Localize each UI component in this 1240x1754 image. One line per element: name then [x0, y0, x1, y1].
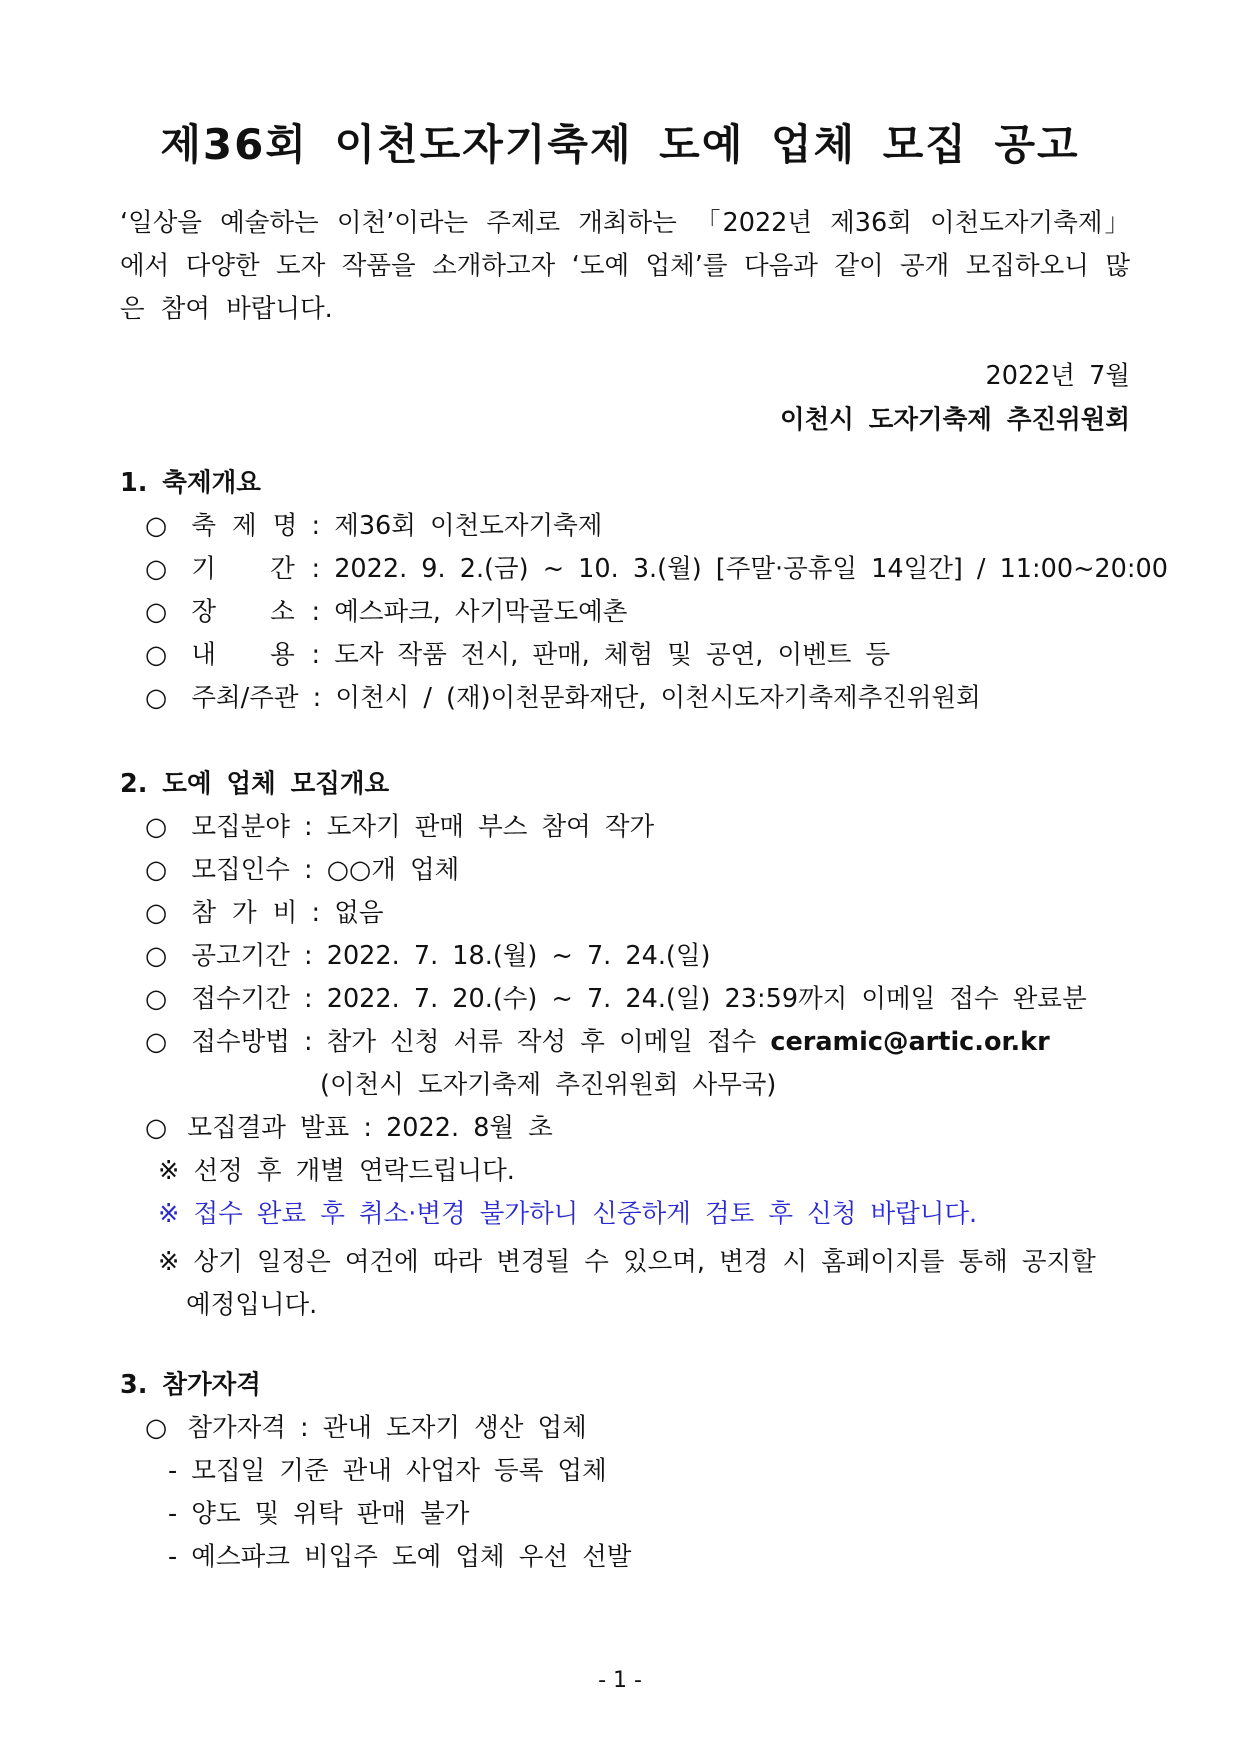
separator: : — [297, 597, 335, 627]
item-value: 없음 — [334, 898, 384, 928]
section2-item-notice-period — [145, 936, 710, 972]
item-label: 모집인수 — [191, 855, 290, 885]
note-no-cancel: ※ 접수 완료 후 취소·변경 불가하니 신중하게 검토 후 신청 바랍니다. — [158, 1199, 978, 1229]
item-label: 축 제 명 — [191, 511, 298, 541]
section2-item-method — [145, 1022, 1050, 1058]
circle-bullet: ○ — [145, 1113, 168, 1143]
item-value: 도자 작품 전시, 판매, 체험 및 공연, 이벤트 등 — [334, 640, 891, 670]
item-value: 2022. 7. 20.(수) ~ 7. 24.(일) 23:59까지 이메일 접수 완료분 — [326, 984, 1087, 1014]
section1-item-content — [145, 635, 890, 671]
page-number: - 1 - — [598, 1668, 642, 1693]
separator: : — [297, 898, 335, 928]
email-address: ceramic@artic.or.kr — [770, 1027, 1050, 1057]
section2-heading: 2. 도예 업체 모집개요 — [120, 769, 390, 799]
organization-name: 이천시 도자기축제 추진위원회 — [780, 405, 1130, 435]
circle-bullet: ○ — [145, 898, 168, 928]
separator: : — [289, 984, 327, 1014]
item-value: 2022. 7. 18.(월) ~ 7. 24.(일) — [326, 941, 711, 971]
note-schedule-change — [158, 1241, 1128, 1327]
section3-item-qualification — [145, 1408, 587, 1444]
circle-bullet: ○ — [145, 511, 168, 541]
section1-item-venue — [145, 592, 627, 628]
circle-bullet: ○ — [145, 855, 168, 885]
item-label: 기 간 — [191, 554, 295, 584]
section3-subitem: - 예스파크 비입주 도예 업체 우선 선발 — [168, 1542, 632, 1572]
section1-item-host — [145, 678, 981, 714]
item-label: 주최/주관 — [191, 683, 299, 713]
item-value: 제36회 이천도자기축제 — [334, 511, 603, 541]
separator: : — [289, 812, 327, 842]
section2-item-count — [145, 850, 459, 886]
note-contact: ※ 선정 후 개별 연락드립니다. — [158, 1156, 515, 1186]
method-office-note: (이천시 도자기축제 추진위원회 사무국) — [320, 1070, 777, 1100]
item-value: 도자기 판매 부스 참여 작가 — [326, 812, 655, 842]
section2-item-fee — [145, 893, 383, 929]
circle-bullet: ○ — [145, 1027, 168, 1057]
separator: : — [289, 941, 327, 971]
circle-bullet: ○ — [145, 640, 168, 670]
page-title: 제36회 이천도자기축제 도예 업체 모집 공고 — [160, 120, 1080, 169]
section1-item-period — [145, 549, 1168, 585]
circle-bullet: ○ — [145, 941, 168, 971]
separator: : — [289, 855, 327, 885]
item-label: 모집분야 — [191, 812, 290, 842]
separator: : — [298, 683, 336, 713]
section1-item-name — [145, 506, 602, 542]
circle-bullet: ○ — [145, 597, 168, 627]
circle-bullet: ○ — [145, 812, 168, 842]
item-value: 2022. 9. 2.(금) ~ 10. 3.(월) [주말·공휴일 14일간] / 11:00~20:00 — [334, 554, 1168, 584]
item-label: 접수방법 — [191, 1027, 290, 1057]
item-value: 예스파크, 사기막골도예촌 — [334, 597, 628, 627]
item-value: 참가 신청 서류 작성 후 이메일 접수 — [326, 1027, 771, 1057]
note-line: ※ 상기 일정은 여건에 따라 변경될 수 있으며, 변경 시 홈페이지를 통해 공지할 — [158, 1247, 1096, 1277]
separator: : — [289, 1027, 327, 1057]
announcement-date: 2022년 7월 — [985, 361, 1130, 391]
circle-bullet: ○ — [145, 1413, 168, 1443]
section1-heading: 1. 축제개요 — [120, 468, 261, 498]
item-label: 내 용 — [191, 640, 295, 670]
separator: : — [297, 640, 335, 670]
intro-paragraph: ‘일상을 예술하는 이천’이라는 주제로 개최하는 「2022년 제36회 이천도자기축제」에서 다양한 도자 작품을 소개하고자 ‘도예 업체’를 다음과 같이 공개 모집하오니 많은 참여 바랍니다. — [120, 208, 1130, 324]
item-value: 이천시 / (재)이천문화재단, 이천시도자기축제추진위원회 — [335, 683, 981, 713]
section3-heading: 3. 참가자격 — [120, 1370, 261, 1400]
item-value: ○○개 업체 — [326, 855, 460, 885]
circle-bullet: ○ — [145, 554, 168, 584]
item-label: 접수기간 — [191, 984, 290, 1014]
section2-item-field — [145, 807, 654, 843]
section3-subitem: - 모집일 기준 관내 사업자 등록 업체 — [168, 1456, 607, 1486]
item-text: 모집결과 발표 : 2022. 8월 초 — [187, 1113, 553, 1143]
item-text: 참가자격 : 관내 도자기 생산 업체 — [187, 1413, 587, 1443]
item-label: 공고기간 — [191, 941, 290, 971]
section2-item-result — [145, 1108, 553, 1144]
section2-item-receipt-period — [145, 979, 1087, 1015]
item-label: 참 가 비 — [191, 898, 298, 928]
note-line: 예정입니다. — [186, 1290, 318, 1320]
circle-bullet: ○ — [145, 683, 168, 713]
section3-subitem: - 양도 및 위탁 판매 불가 — [168, 1499, 470, 1529]
separator: : — [297, 554, 335, 584]
item-label: 장 소 — [191, 597, 295, 627]
separator: : — [297, 511, 335, 541]
circle-bullet: ○ — [145, 984, 168, 1014]
